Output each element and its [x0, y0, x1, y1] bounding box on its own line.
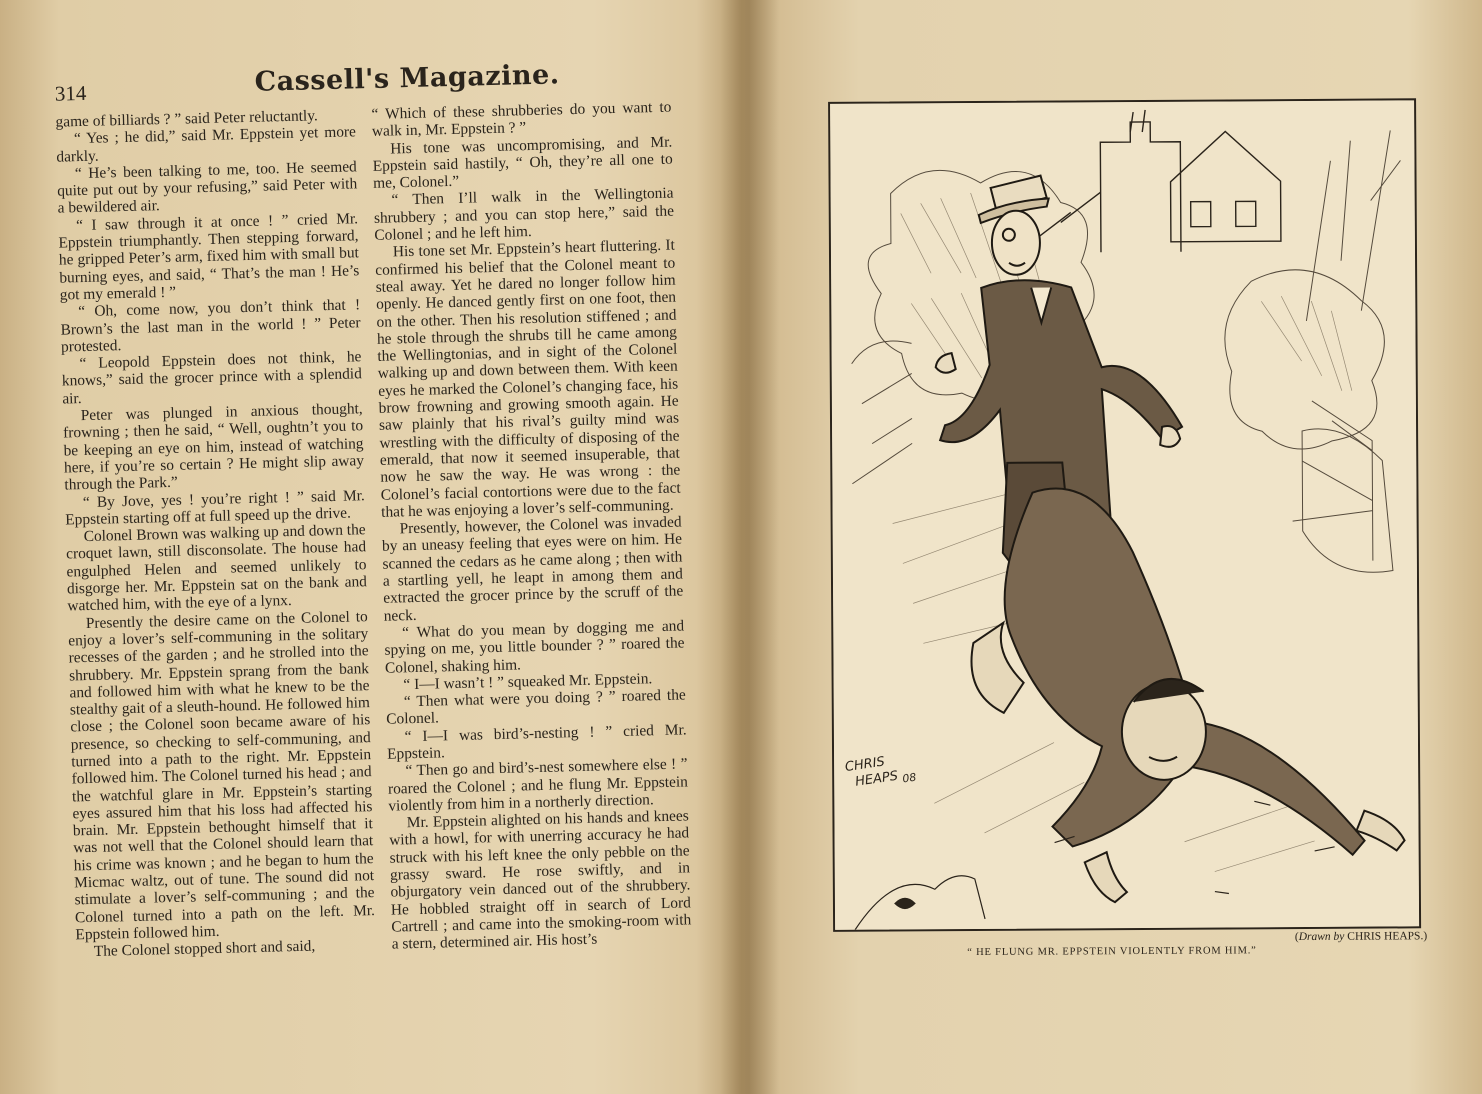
- credit-artist: CHRIS HEAPS.: [1347, 930, 1424, 943]
- page-number: 314: [54, 80, 87, 106]
- paragraph: “ Then what were you doing ? ” roared the Colonel.: [386, 686, 686, 729]
- paragraph: Colonel Brown was walking up and down the croquet lawn, still disconsolate. The house had engulphed Helen and seemed unlikely to disgorge her. Mr. Eppstein sat on the bank and watched him, with the eye of a lynx.: [65, 521, 368, 615]
- paragraph: “ Leopold Eppstein does not think, he knows,” said the grocer prince with a splendid air.: [61, 348, 363, 408]
- paragraph: His tone was uncompromising, and Mr. Eppstein said hastily, “ Oh, they’re all one to me, Colonel.”: [372, 133, 673, 193]
- credit-prefix: Drawn by: [1298, 930, 1345, 944]
- paragraph: “ I—I was bird’s-nesting ! ” cried Mr. Eppstein.: [386, 721, 687, 763]
- paragraph: Presently, however, the Colonel was invaded by an uneasy feeling that eyes were on him. He scanned the cedars as he came along ; then with a startling yell, he leapt in among them and extracted the grocer prince by the scruff of the neck.: [381, 513, 684, 625]
- illustration-caption: “ HE FLUNG MR. EPPSTEIN VIOLENTLY FROM HIM.”: [967, 945, 1257, 959]
- paragraph: “ I—I wasn’t ! ” squeaked Mr. Eppstein.: [403, 670, 653, 694]
- signature-name: HEAPS: [854, 768, 899, 790]
- paragraph: Mr. Eppstein alighted on his hands and knees with a howl, for with unerring accuracy he had struck with his left knee the only pebble on the grassy sward. He rose swiftly, and in objurgatory vein danced out of the shrubbery. He hobbled straight off in search of Lord Cartrell ; and came into the smoking-room with a stern, determined air. His host’s: [389, 807, 692, 953]
- paragraph: His tone set Mr. Eppstein’s heart fluttering. It confirmed his belief that the Colonel meant to steal away. Yet he dared no longer follow him openly. He danced gently first on one foot, then on the other. Then his resolution stiffened ; and he stole through the shrubs till he came among the Wellingtonias, and in sight of the Colonel walking up and down between them. With keen eyes he marked the Colonel’s changing face, his brow frowning and growing smooth again. He saw plainly that his rival’s guilty mind was wrestling with the difficulty of disposing of the emerald, that now it seemed insuperable, that now he saw the way. He was wrong : the Colonel’s facial contortions were due to the fact that he was enjoying a lover’s self-communing.: [375, 236, 681, 521]
- text-column-1: [55, 106, 376, 961]
- signature-line-1: CHRIS: [844, 754, 886, 776]
- paragraph: “ Yes ; he did,” said Mr. Eppstein yet more darkly.: [56, 123, 357, 166]
- paragraph: “ Oh, come now, you don’t think that ! Brown’s the last man in the world ! ” Peter protested.: [60, 296, 361, 356]
- paragraph: The Colonel stopped short and said,: [93, 937, 316, 961]
- paragraph: “ I saw through it at once ! ” cried Mr. Eppstein triumphantly. Then stepping forward, he gripped Peter’s arm, fixed him with small but burning eyes, and said, “ That’s the man ! He’s got my emerald ! ”: [58, 210, 360, 304]
- paragraph: Peter was plunged in anxious thought, frowning ; then he said, “ Well, oughtn’t you to be keeping an eye on him, instead of watching here, if you’re so certain ? He might slip away through the Park.”: [62, 400, 365, 494]
- paragraph: “ By Jove, yes ! you’re right ! ” said Mr. Eppstein starting off at full speed up the drive.: [65, 486, 365, 529]
- paragraph: “ Then I’ll walk in the Wellingtonia shrubbery ; and you can stop here,” said the Colonel ; and he left him.: [373, 185, 675, 244]
- paragraph: Presently the desire came on the Colonel to enjoy a lover’s self-communing in the solitary recesses of the garden ; and he strolled into the shrubbery. Mr. Eppstein sprang from the bank and followed him with what he knew to be the stealthy gait of a sleuth-hound. He followed him close ; the Colonel soon became aware of his presence, so checking to self-communing, and turned into a path to the right. Mr. Eppstein followed him. The Colonel turned his head ; and the watchful glare in Mr. Eppstein’s starting eyes assured him that his loss had affected his brain. Mr. Eppstein bethought himself that it was not well that the Colonel should learn that his crime was known ; and he began to hum the Micmac waltz, out of tune. The sound did not stimulate a lover’s self-communing ; and the Colonel turned into a path on the left. Mr. Eppstein followed him.: [68, 607, 376, 944]
- magazine-title: Cassell's Magazine.: [254, 59, 560, 98]
- book-gutter: [720, 0, 780, 1094]
- illustration-credit: (Drawn by CHRIS HEAPS.): [1294, 930, 1428, 944]
- right-page: [812, 88, 1447, 972]
- paragraph: “ What do you mean by dogging me and spying on me, you little bounder ? ” roared the Colonel, shaking him.: [384, 617, 685, 677]
- left-page: [40, 42, 714, 1048]
- text-column-2: [371, 99, 692, 954]
- paragraph: “ Which of these shrubberies do you want to walk in, Mr. Eppstein ? ”: [371, 98, 672, 141]
- paragraph: game of billiards ? ” said Peter reluctantly.: [55, 107, 318, 131]
- illustration: [830, 100, 1419, 930]
- paragraph: “ Then go and bird’s-nest somewhere else ! ” roared the Colonel ; and he flung Mr. Eppstein violently from him in a northerly direction.: [387, 755, 689, 815]
- paragraph: “ He’s been talking to me, too. He seemed quite put out by your refusing,” said Peter with a bewildered air.: [57, 158, 358, 218]
- signature-year: 08: [901, 770, 918, 786]
- illustration-plate: [828, 98, 1421, 932]
